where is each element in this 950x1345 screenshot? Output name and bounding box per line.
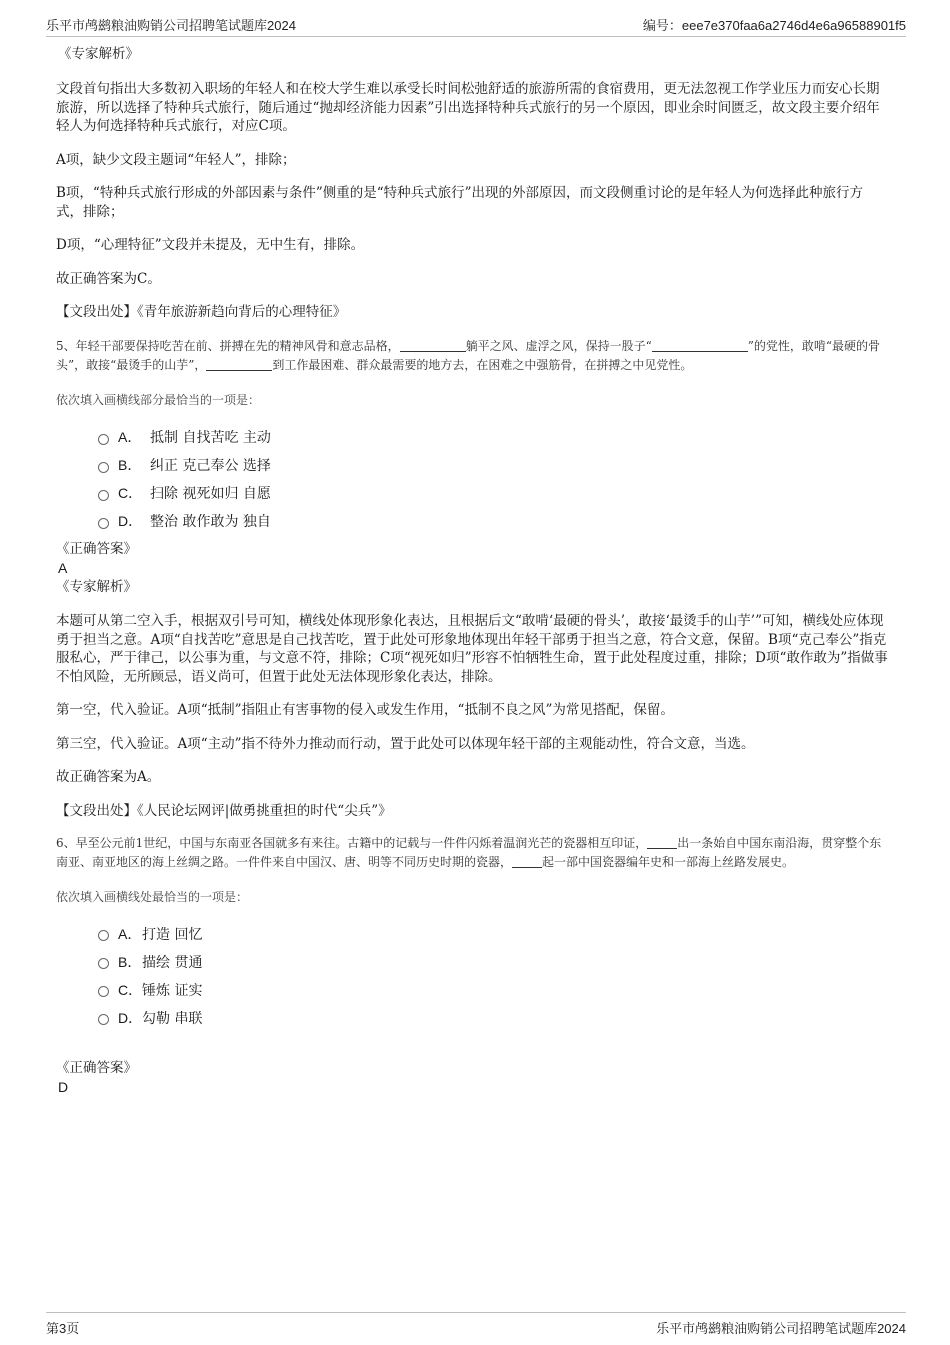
q6-option-b[interactable]: B． 描绘 贯通 bbox=[98, 948, 888, 976]
q5-analysis-p4: 故正确答案为A。 bbox=[56, 769, 161, 785]
q6-option-d[interactable]: D． 勾勒 串联 bbox=[98, 1004, 888, 1032]
page-number: 第3页 bbox=[46, 1320, 80, 1336]
q6-blank-1 bbox=[647, 836, 677, 849]
radio-icon[interactable] bbox=[98, 462, 109, 473]
radio-icon[interactable] bbox=[98, 490, 109, 501]
q5-answer-label: 《正确答案》 bbox=[56, 541, 137, 557]
q4-analysis-p1: 文段首句指出大多数初入职场的年轻人和在校大学生难以承受长时间松弛舒适的旅游所需的食宿费用，更无法忽视工作学业压力而安心长期旅游，所以选择了特种兵式旅行，随后通过“抛却经济能力因素”引出选择特种兵式旅行的另一个原因，即业余时间匮乏，故文段主要介绍年轻人为何选择特种兵式旅行，对应C项。 bbox=[56, 81, 880, 134]
q4-analysis-p4: D项，“心理特征”文段并未提及，无中生有，排除。 bbox=[56, 237, 365, 253]
q5-options bbox=[56, 423, 888, 535]
radio-icon[interactable] bbox=[98, 958, 109, 969]
radio-icon[interactable] bbox=[98, 1014, 109, 1025]
q5-stem: 5、年轻干部要保持吃苦在前、拼搏在先的精神风骨和意志品格， 躺平之风、虚浮之风，保持一股子“ ”的党性，敢啃“最硬的骨头”，敢接“最烫手的山芋”， 到工作最困难、群众最需要的地方去，在困难之中强筋骨，在拼搏之中见党性。 bbox=[56, 339, 881, 372]
q5-analysis-p1: 本题可从第二空入手，根据双引号可知，横线处体现形象化表达，且根据后文“敢啃‘最硬的骨头’，敢接‘最烫手的山芋’”可知，横线处应体现勇于担当之意。A项“自找苦吃”意思是自己找苦吃，置于此处可形象地体现出年轻干部勇于担当之意，符合文意，保留。B项“克己奉公”指克服私心，严于律己，以公事为重，与文意不符，排除；C项“视死如归”形容不怕牺牲生命，置于此处程度过重，排除；D项“敢作敢为”指做事不怕风险，无所顾忌，语义尚可，但置于此处无法体现形象化表达，排除。 bbox=[56, 613, 888, 685]
radio-icon[interactable] bbox=[98, 518, 109, 529]
header-title: 乐平市鸬鹚粮油购销公司招聘笔试题库2024 bbox=[46, 17, 296, 33]
q5-option-d[interactable]: D． 整治 敢作敢为 独自 bbox=[98, 507, 888, 535]
q5-answer: A bbox=[58, 560, 68, 576]
q5-analysis-label: 《专家解析》 bbox=[56, 579, 137, 595]
q6-answer: D bbox=[58, 1078, 69, 1095]
radio-icon[interactable] bbox=[98, 986, 109, 997]
radio-icon[interactable] bbox=[98, 434, 109, 445]
q5-blank-2 bbox=[652, 339, 748, 352]
q6-prompt: 依次填入画横线处最恰当的一项是： bbox=[56, 889, 249, 904]
q5-blank-3 bbox=[206, 358, 272, 371]
q5-blank-1 bbox=[400, 339, 466, 352]
q6-blank-2 bbox=[512, 855, 542, 868]
header-serial: 编号：eee7e370faa6a2746d4e6a96588901f5 bbox=[642, 17, 906, 33]
footer-title: 乐平市鸬鹚粮油购销公司招聘笔试题库2024 bbox=[656, 1320, 906, 1336]
q4-source: 【文段出处】《青年旅游新趋向背后的心理特征》 bbox=[56, 304, 347, 320]
q5-option-b[interactable]: B． 纠正 克己奉公 选择 bbox=[98, 451, 888, 479]
q5-source: 【文段出处】《人民论坛网评|做勇挑重担的时代“尖兵”》 bbox=[56, 802, 392, 819]
q6-stem: 6、早至公元前1世纪，中国与东南亚各国就多有来往。古籍中的记载与一件件闪烁着温润光芒的瓷器相互印证， 出一条始自中国东南沿海，贯穿整个东南亚、南亚地区的海上丝绸之路。一件件来自中国汉、唐、明等不同历史时期的瓷器， 起一部中国瓷器编年史和一部海上丝路发展史。 bbox=[56, 835, 882, 869]
q6-option-a[interactable]: A． 打造 回忆 bbox=[98, 920, 888, 948]
page-header bbox=[46, 15, 906, 37]
q6-answer-label: 《正确答案》 bbox=[56, 1059, 137, 1076]
q5-analysis-p2: 第一空，代入验证。A项“抵制”指阻止有害事物的侵入或发生作用，“抵制不良之风”为常见搭配，保留。 bbox=[56, 702, 674, 718]
q6-option-c[interactable]: C． 锤炼 证实 bbox=[98, 976, 888, 1004]
q4-analysis-label: 《专家解析》 bbox=[58, 46, 139, 62]
radio-icon[interactable] bbox=[98, 930, 109, 941]
q4-analysis-p2: A项，缺少文段主题词“年轻人”，排除； bbox=[56, 151, 296, 168]
q4-analysis-p5: 故正确答案为C。 bbox=[56, 270, 161, 287]
q5-option-a[interactable]: A． 抵制 自找苦吃 主动 bbox=[98, 423, 888, 451]
page-footer bbox=[46, 1312, 906, 1337]
q4-analysis-p3: B项，“特种兵式旅行形成的外部因素与条件”侧重的是“特种兵式旅行”出现的外部原因，而文段侧重讨论的是年轻人为何选择此种旅行方式，排除； bbox=[56, 185, 864, 220]
q5-option-c[interactable]: C． 扫除 视死如归 自愿 bbox=[98, 479, 888, 507]
q5-prompt: 依次填入画横线部分最恰当的一项是： bbox=[56, 393, 261, 407]
q6-options bbox=[56, 920, 888, 1032]
page-content bbox=[56, 44, 888, 1096]
q5-analysis-p3: 第三空，代入验证。A项“主动”指不待外力推动而行动，置于此处可以体现年轻干部的主观能动性，符合文意，当选。 bbox=[56, 735, 755, 752]
